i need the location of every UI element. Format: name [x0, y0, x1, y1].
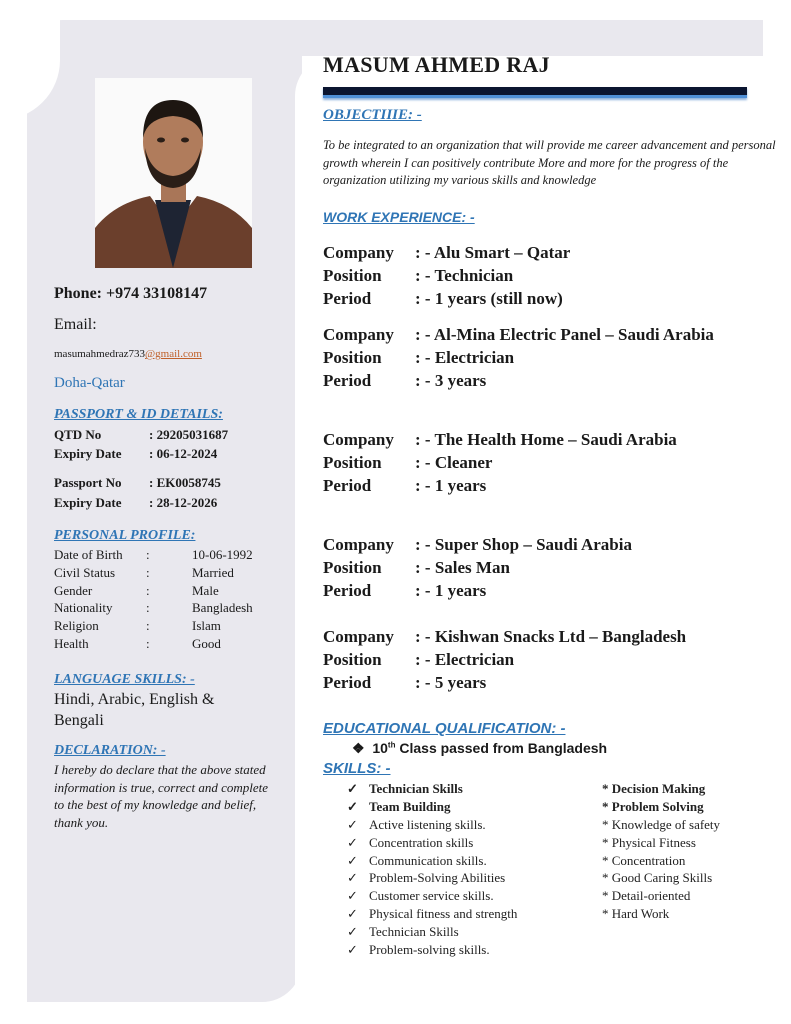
skill-label: Communication skills. [369, 852, 487, 868]
company-label: Company [323, 430, 394, 449]
period-value: : - 3 years [415, 371, 487, 390]
list-item [602, 906, 720, 924]
list-item [347, 924, 517, 942]
profile-value: 10-06-1992 [192, 547, 253, 562]
education-grade-suffix: th [387, 740, 396, 750]
checkmark-icon: ✓ [347, 924, 358, 940]
checkmark-icon: ✓ [347, 816, 358, 832]
period-value: : - 1 years [415, 476, 487, 495]
skill-label: Problem Solving [611, 798, 704, 814]
declaration-text: I hereby do declare that the above stated information is true, correct and complete to the best of my knowledge and belief, thank you. [54, 762, 268, 830]
profile-colon: : [146, 564, 150, 580]
skill-label: Detail-oriented [611, 888, 691, 904]
checkmark-icon: ✓ [347, 781, 358, 796]
job-entry [323, 430, 677, 499]
skill-label: Concentration skills [369, 834, 474, 850]
skill-label: Hard Work [611, 906, 670, 922]
passport-section-title: PASSPORT & ID DETAILS: [54, 407, 223, 422]
list-item [602, 870, 720, 888]
profile-value: Good [192, 635, 221, 651]
asterisk-icon: * [602, 870, 609, 886]
checkmark-icon: ✓ [347, 852, 358, 868]
profile-row [54, 636, 253, 654]
name-underline-bar [323, 87, 747, 98]
phone-number: Phone: +974 33108147 [54, 285, 208, 302]
asterisk-icon: * [602, 906, 609, 922]
position-label: Position [323, 650, 382, 669]
skill-label: Team Building [369, 798, 451, 814]
profile-row [54, 547, 253, 565]
skill-label: Technician Skills [369, 924, 459, 940]
passport-value: : 06-12-2024 [149, 446, 218, 461]
objective-section-title: OBJECTIIIE: - [323, 107, 422, 123]
profile-value: Bangladesh [192, 600, 253, 616]
position-label: Position [323, 266, 382, 285]
period-label: Period [323, 371, 372, 390]
profile-value: Married [192, 564, 234, 580]
position-value: : - Electrician [415, 348, 515, 367]
list-item [602, 888, 720, 906]
checkmark-icon: ✓ [347, 870, 358, 886]
email-user: masumahmedraz733 [54, 348, 146, 360]
company-label: Company [323, 325, 394, 344]
profile-key: Date of Birth [54, 547, 123, 562]
checkmark-icon: ✓ [347, 834, 358, 850]
company-value: : - Super Shop – Saudi Arabia [415, 535, 632, 554]
company-label: Company [323, 243, 394, 262]
passport-value: : EK0058745 [149, 475, 221, 490]
skills-list-left [347, 781, 517, 960]
position-value: : - Sales Man [415, 558, 510, 577]
passport-key: QTD No [54, 427, 102, 442]
period-label: Period [323, 673, 372, 692]
company-label: Company [323, 627, 394, 646]
list-item [602, 853, 720, 871]
period-label: Period [323, 476, 372, 495]
education-item [352, 740, 607, 757]
position-label: Position [323, 558, 382, 577]
period-value: : - 1 years (still now) [415, 289, 563, 308]
passport-row [54, 446, 217, 462]
profile-key: Health [54, 635, 89, 651]
profile-row [54, 583, 253, 601]
skill-label: Technician Skills [369, 781, 463, 796]
asterisk-icon: * [602, 798, 609, 814]
list-item [347, 870, 517, 888]
email-domain-link[interactable]: @gmail.com [145, 348, 202, 360]
company-value: : - Kishwan Snacks Ltd – Bangladesh [415, 627, 687, 646]
passport-key: Expiry Date [54, 446, 122, 461]
period-label: Period [323, 289, 372, 308]
passport-row [54, 427, 228, 443]
company-value: : - Al-Mina Electric Panel – Saudi Arabia [415, 325, 714, 344]
profile-colon: : [146, 600, 150, 616]
period-label: Period [323, 581, 372, 600]
list-item [602, 781, 720, 799]
passport-value: : 29205031687 [149, 427, 229, 442]
company-value: : - The Health Home – Saudi Arabia [415, 430, 677, 449]
skill-label: Concentration [611, 852, 686, 868]
list-item [347, 799, 517, 817]
declaration-section-title: DECLARATION: - [54, 743, 166, 758]
candidate-name: MASUM AHMED RAJ [323, 52, 550, 77]
skill-label: Decision Making [611, 781, 706, 796]
passport-key: Expiry Date [54, 495, 122, 510]
education-section-title: EDUCATIONAL QUALIFICATION: - [323, 720, 566, 737]
skill-label: Customer service skills. [369, 888, 494, 904]
list-item [347, 853, 517, 871]
diamond-bullet-icon: ❖ [352, 740, 365, 756]
language-section-title: LANGUAGE SKILLS: - [54, 672, 195, 687]
profile-colon: : [146, 582, 150, 598]
passport-key: Passport No [54, 475, 122, 490]
checkmark-icon: ✓ [347, 906, 358, 922]
language-list: Hindi, Arabic, English & Bengali [54, 691, 215, 729]
profile-section-title: PERSONAL PROFILE: [54, 528, 196, 543]
portrait-image [95, 78, 252, 268]
work-section-title: WORK EXPERIENCE: - [323, 209, 475, 225]
position-value: : - Electrician [415, 650, 515, 669]
profile-table [54, 547, 253, 654]
checkmark-icon: ✓ [347, 942, 358, 958]
profile-key: Gender [54, 582, 93, 598]
profile-colon: : [146, 547, 150, 562]
asterisk-icon: * [602, 888, 609, 904]
period-value: : - 5 years [415, 673, 487, 692]
location: Doha-Qatar [54, 375, 125, 391]
skill-label: Knowledge of safety [611, 816, 721, 832]
job-entry [323, 627, 686, 696]
skill-label: Physical Fitness [611, 834, 696, 850]
period-value: : - 1 years [415, 581, 487, 600]
skill-label: Physical fitness and strength [369, 906, 518, 922]
list-item [602, 835, 720, 853]
profile-colon: : [146, 618, 150, 634]
position-label: Position [323, 453, 382, 472]
profile-row [54, 565, 253, 583]
skill-label: Good Caring Skills [611, 870, 713, 886]
profile-row [54, 600, 253, 618]
job-entry [323, 325, 714, 394]
asterisk-icon: * [602, 816, 609, 832]
objective-text: To be integrated to an organization that will provide me career advancement and personal growth wherein I can positively contribute More and more for the progress of the organization utilizing my various skills and knowledge [323, 138, 776, 188]
asterisk-icon: * [602, 781, 609, 796]
asterisk-icon: * [602, 852, 609, 868]
position-label: Position [323, 348, 382, 367]
passport-value: : 28-12-2026 [149, 495, 218, 510]
list-item [347, 835, 517, 853]
profile-row [54, 618, 253, 636]
profile-photo [95, 78, 252, 268]
checkmark-icon: ✓ [347, 888, 358, 904]
list-item [347, 781, 517, 799]
profile-key: Religion [54, 618, 99, 634]
company-label: Company [323, 535, 394, 554]
list-item [347, 888, 517, 906]
skills-list-right [602, 781, 720, 924]
profile-key: Civil Status [54, 564, 116, 580]
skill-label: Active listening skills. [369, 816, 486, 832]
email-address[interactable] [54, 348, 202, 360]
job-entry [323, 535, 632, 604]
skills-section-title: SKILLS: - [323, 760, 391, 777]
position-value: : - Technician [415, 266, 514, 285]
profile-value: Islam [192, 618, 221, 634]
company-value: : - Alu Smart – Qatar [415, 243, 571, 262]
asterisk-icon: * [602, 834, 609, 850]
skill-label: Problem-solving skills. [369, 942, 490, 958]
job-entry [323, 243, 570, 312]
list-item [347, 817, 517, 835]
list-item [602, 799, 720, 817]
passport-row [54, 475, 221, 491]
checkmark-icon: ✓ [347, 798, 358, 814]
list-item [347, 906, 517, 924]
profile-colon: : [146, 635, 150, 651]
education-text: Class passed from Bangladesh [395, 740, 608, 756]
list-item [602, 817, 720, 835]
profile-key: Nationality [54, 600, 113, 616]
position-value: : - Cleaner [415, 453, 493, 472]
passport-row [54, 495, 217, 511]
education-grade: 10 [372, 740, 388, 756]
skill-label: Problem-Solving Abilities [369, 870, 506, 886]
email-label: Email: [54, 316, 97, 333]
list-item [347, 942, 517, 960]
profile-value: Male [192, 582, 219, 598]
